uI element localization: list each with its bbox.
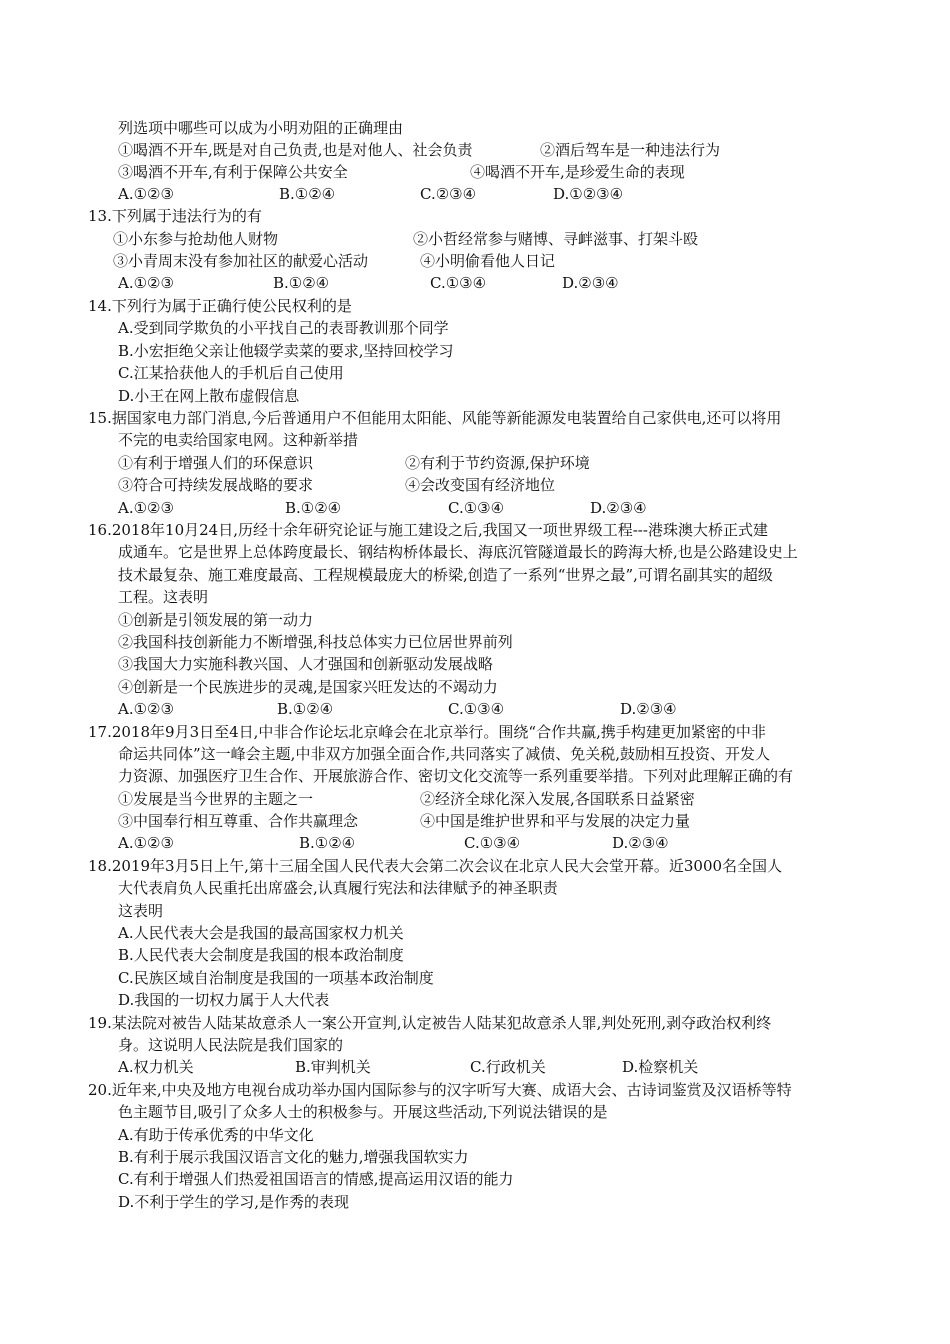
q15-answer-a: A.①②③: [118, 499, 174, 517]
q20-option-b: B.有利于展示我国汉语言文化的魅力,增强我国软实力: [118, 1148, 469, 1166]
q13-answer-d: D.②③④: [562, 274, 619, 292]
q15-answer-c: C.①③④: [448, 499, 505, 517]
q17-option-2: ②经济全球化深入发展,各国联系日益紧密: [420, 790, 695, 808]
q15-answer-b: B.①②④: [285, 499, 342, 517]
q16-option-1: ①创新是引领发展的第一动力: [118, 611, 314, 629]
q17-stem-line-2: 命运共同体”这一峰会主题,中非双方加强全面合作,共同落实了减债、免关税,鼓励相互投资、开发人: [118, 745, 770, 763]
intro-answer-a: A.①②③: [118, 185, 174, 203]
q17-option-3: ③中国奉行相互尊重、合作共赢理念: [118, 812, 359, 830]
q18-option-c: C.民族区域自治制度是我国的一项基本政治制度: [118, 969, 434, 987]
q20-stem-line-2: 色主题节目,吸引了众多人士的积极参与。开展这些活动,下列说法错误的是: [118, 1103, 608, 1121]
q18-stem-line-1: 18.2019年3月5日上午,第十三届全国人民代表大会第二次会议在北京人民大会堂开幕。近3000名全国人: [88, 857, 783, 875]
q16-stem-line-1: 16.2018年10月24日,历经十余年研究论证与施工建设之后,我国又一项世界级工程---港珠澳大桥正式建: [88, 521, 768, 539]
q18-option-b: B.人民代表大会制度是我国的根本政治制度: [118, 946, 404, 964]
q19-stem-line-1: 19.某法院对被告人陆某故意杀人一案公开宣判,认定被告人陆某犯故意杀人罪,判处死刑,剥夺政治权利终: [88, 1014, 772, 1032]
q17-answer-d: D.②③④: [612, 834, 669, 852]
q20-option-c: C.有利于增强人们热爱祖国语言的情感,提高运用汉语的能力: [118, 1170, 514, 1188]
q19-stem-line-2: 身。这说明人民法院是我们国家的: [118, 1036, 344, 1054]
q17-answer-a: A.①②③: [118, 834, 174, 852]
q19-answer-d: D.检察机关: [622, 1058, 699, 1076]
q15-option-3: ③符合可持续发展战略的要求: [118, 476, 314, 494]
intro-option-2: ②酒后驾车是一种违法行为: [540, 141, 721, 159]
q15-option-1: ①有利于增强人们的环保意识: [118, 454, 314, 472]
q13-option-4: ④小明偷看他人日记: [420, 252, 556, 270]
q15-stem-line-2: 不完的电卖给国家电网。这种新举措: [118, 431, 359, 449]
q13-answer-a: A.①②③: [118, 274, 174, 292]
q15-stem-line-1: 15.据国家电力部门消息,今后普通用户不但能用太阳能、风能等新能源发电装置给自己家供电,还可以将用: [88, 409, 782, 427]
intro-option-3: ③喝酒不开车,有利于保障公共安全: [118, 163, 348, 181]
q20-stem-line-1: 20.近年来,中央及地方电视台成功举办国内国际参与的汉字听写大赛、成语大会、古诗词鉴赏及汉语桥等特: [88, 1081, 792, 1099]
intro-option-1: ①喝酒不开车,既是对自己负责,也是对他人、社会负责: [118, 141, 473, 159]
q14-option-d: D.小王在网上散布虚假信息: [118, 387, 300, 405]
q17-option-1: ①发展是当今世界的主题之一: [118, 790, 314, 808]
q16-answer-a: A.①②③: [118, 700, 174, 718]
intro-answer-d: D.①②③④: [553, 185, 624, 203]
intro-stem: 列选项中哪些可以成为小明劝阻的正确理由: [118, 119, 404, 137]
q20-option-d: D.不利于学生的学习,是作秀的表现: [118, 1193, 350, 1211]
q19-answer-a: A.权力机关: [118, 1058, 194, 1076]
q15-option-2: ②有利于节约资源,保护环境: [405, 454, 590, 472]
q17-stem-line-1: 17.2018年9月3日至4日,中非合作论坛北京峰会在北京举行。围绕“合作共赢,携手构建更加紧密的中非: [88, 723, 766, 741]
q16-option-3: ③我国大力实施科教兴国、人才强国和创新驱动发展战略: [118, 655, 494, 673]
q16-option-2: ②我国科技创新能力不断增强,科技总体实力已位居世界前列: [118, 633, 513, 651]
q19-answer-c: C.行政机关: [470, 1058, 546, 1076]
q17-answer-b: B.①②④: [299, 834, 356, 852]
q19-answer-b: B.审判机关: [295, 1058, 371, 1076]
q18-stem-line-2: 大代表肩负人民重托出席盛会,认真履行宪法和法律赋予的神圣职责: [118, 879, 558, 897]
q16-stem-line-3: 技术最复杂、施工难度最高、工程规模最庞大的桥梁,创造了一系列“世界之最”,可谓名副其实的超级: [118, 566, 773, 584]
q14-stem: 14.下列行为属于正确行使公民权利的是: [88, 297, 352, 315]
q20-option-a: A.有助于传承优秀的中华文化: [118, 1126, 314, 1144]
q18-stem-line-3: 这表明: [118, 902, 164, 920]
q14-option-a: A.受到同学欺负的小平找自己的表哥教训那个同学: [118, 319, 449, 337]
intro-answer-b: B.①②④: [279, 185, 336, 203]
intro-answer-c: C.②③④: [420, 185, 477, 203]
q14-option-b: B.小宏拒绝父亲让他辍学卖菜的要求,坚持回校学习: [118, 342, 454, 360]
q13-option-2: ②小哲经常参与赌博、寻衅滋事、打架斗殴: [413, 230, 699, 248]
q14-option-c: C.江某拾获他人的手机后自己使用: [118, 364, 344, 382]
q17-option-4: ④中国是维护世界和平与发展的决定力量: [420, 812, 691, 830]
q18-option-a: A.人民代表大会是我国的最高国家权力机关: [118, 924, 404, 942]
q15-answer-d: D.②③④: [590, 499, 647, 517]
q18-option-d: D.我国的一切权力属于人大代表: [118, 991, 330, 1009]
q16-answer-b: B.①②④: [277, 700, 334, 718]
q13-answer-c: C.①③④: [430, 274, 487, 292]
q16-stem-line-2: 成通车。它是世界上总体跨度最长、钢结构桥体最长、海底沉管隧道最长的跨海大桥,也是公路建设史上: [118, 543, 798, 561]
q13-option-3: ③小青周末没有参加社区的献爱心活动: [113, 252, 369, 270]
q15-option-4: ④会改变国有经济地位: [405, 476, 556, 494]
q13-option-1: ①小东参与抢劫他人财物: [113, 230, 279, 248]
q17-stem-line-3: 力资源、加强医疗卫生合作、开展旅游合作、密切文化交流等一系列重要举措。下列对此理解正确的有: [118, 767, 794, 785]
q16-option-4: ④创新是一个民族进步的灵魂,是国家兴旺发达的不竭动力: [118, 678, 498, 696]
intro-option-4: ④喝酒不开车,是珍爱生命的表现: [470, 163, 685, 181]
q16-answer-c: C.①③④: [448, 700, 505, 718]
q13-stem: 13.下列属于违法行为的有: [88, 207, 262, 225]
q16-stem-line-4: 工程。这表明: [118, 588, 209, 606]
q17-answer-c: C.①③④: [464, 834, 521, 852]
q16-answer-d: D.②③④: [620, 700, 677, 718]
q13-answer-b: B.①②④: [273, 274, 330, 292]
